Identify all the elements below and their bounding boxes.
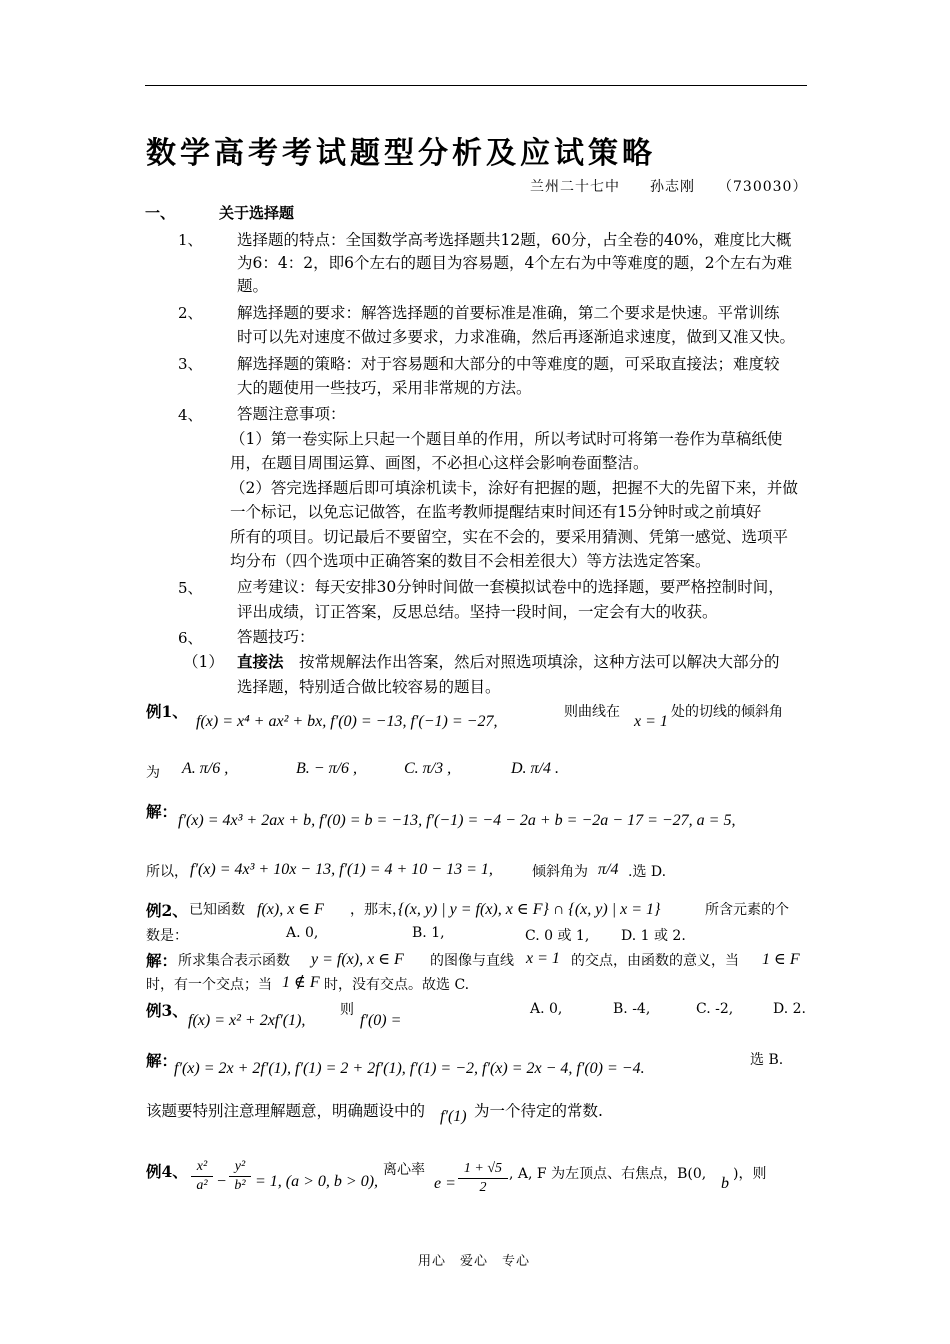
formula: π/4 <box>598 861 619 878</box>
solution-label: 解： <box>146 951 178 970</box>
option-b: B. -4, <box>613 1001 651 1017</box>
item-line: 解选择题的要求：解答选择题的首要标准是准确，第二个要求是快速。平常训练 <box>237 304 780 322</box>
fraction-denominator: a² <box>196 1178 208 1193</box>
fraction-numerator: x² <box>196 1159 208 1174</box>
option-c: C. -2, <box>696 1001 734 1017</box>
page-footer: 用心 爱心 专心 <box>418 1254 531 1269</box>
formula: f′(0) = <box>360 1012 402 1029</box>
item-number: 3、 <box>178 355 203 373</box>
technique-number: （1） <box>183 653 224 671</box>
option-c: C. 0 或 1, <box>525 928 590 944</box>
formula: f(x), x ∈ F <box>257 901 324 918</box>
page-title: 数学高考考试题型分析及应试策略 <box>146 136 656 171</box>
item-number: 6、 <box>178 629 203 647</box>
formula: 1 ∉ F <box>282 974 320 991</box>
note-line: 所有的项目。切记最后不要留空，实在不会的，要采用猜测、凭第一感觉、选项平 <box>230 528 789 546</box>
item-line: 选择题的特点：全国数学高考选择题共12题，60分，占全卷的40%，难度比大概 <box>237 231 792 249</box>
option-d: D. 2. <box>773 1001 806 1017</box>
example-text: 为 <box>146 765 160 781</box>
example-label: 例1、 <box>146 702 188 721</box>
example-text: 所以， <box>146 864 188 880</box>
example-text: )，则 <box>733 1166 767 1182</box>
item-line: 时可以先对速度不做过多要求，力求准确，然后再逐渐追求速度，做到又准又快。 <box>237 328 796 346</box>
option-a: A. π/6 , <box>182 760 229 777</box>
formula: y = f(x), x ∈ F <box>311 951 404 968</box>
option-c: C. π/3 , <box>404 760 452 777</box>
option-d: D. π/4 . <box>511 760 560 777</box>
item-number: 4、 <box>178 406 203 424</box>
solution-label: 解： <box>146 802 178 821</box>
option-b: B. 1, <box>412 925 445 941</box>
note-line: 用，在题目周围运算、画图，不必担心这样会影响卷面整洁。 <box>230 454 649 472</box>
formula: f′(x) = 4x³ + 10x − 13, f′(1) = 4 + 10 − 13 = 1, <box>190 861 493 878</box>
example-text: 所求集合表示函数 <box>178 953 290 969</box>
example-text: ，那末， <box>350 902 406 918</box>
example-text: 的交点，由函数的意义，当 <box>571 953 739 969</box>
example-label: 例2、 <box>146 901 188 920</box>
formula: 1 ∈ F <box>762 951 800 968</box>
formula: b <box>721 1175 729 1192</box>
fraction-eccentricity <box>458 1160 508 1197</box>
header-rule <box>145 85 807 86</box>
section-title: 关于选择题 <box>219 204 295 222</box>
formula: x = 1 <box>634 713 668 730</box>
formula: f(x) = x² + 2xf′(1), <box>188 1012 306 1029</box>
item-line: 答题技巧： <box>237 628 315 646</box>
technique-name: 直接法 <box>237 652 284 671</box>
item-line: 评出成绩，订正答案，反思总结。坚持一段时间，一定会有大的收获。 <box>237 603 718 621</box>
fraction-denominator: b² <box>234 1178 246 1193</box>
item-line: 解选择题的策略：对于容易题和大部分的中等难度的题，可采取直接法；难度较 <box>237 355 780 373</box>
author-line: 兰州二十七中 孙志刚 （730030） <box>530 179 808 195</box>
formula: f′(x) = 2x + 2f′(1), f′(1) = 2 + 2f′(1), f′(1) = −2, f′(x) = 2x − 4, f′(0) = −4. <box>174 1060 645 1077</box>
section-number: 一、 <box>145 204 176 222</box>
minus-sign: − <box>216 1173 227 1190</box>
example-text: 时，没有交点。故选 C. <box>324 977 470 993</box>
fraction-x-over-a <box>191 1158 213 1195</box>
item-number: 2、 <box>178 304 203 322</box>
example-text: 倾斜角为 <box>532 864 588 880</box>
note-line: 该题要特别注意理解题意，明确题设中的 <box>146 1102 426 1120</box>
option-d: D. 1 或 2. <box>621 928 686 944</box>
option-b: B. − π/6 , <box>296 760 358 777</box>
fraction-denominator: 2 <box>479 1180 487 1195</box>
formula: = 1, (a > 0, b > 0), <box>255 1173 379 1190</box>
example-text: 则曲线在 <box>564 704 620 720</box>
item-number: 5、 <box>178 579 203 597</box>
example-text: 的图像与直线 <box>430 953 514 969</box>
example-text: 已知函数 <box>189 902 245 918</box>
fraction-y-over-b <box>229 1158 251 1195</box>
item-number: 1、 <box>178 231 203 249</box>
formula: x = 1 <box>526 950 560 967</box>
formula: f′(x) = 4x³ + 2ax + b, f′(0) = b = −13, f′(−1) = −4 − 2a + b = −2a − 17 = −27, a = 5, <box>178 812 736 829</box>
formula: {(x, y) | y = f(x), x ∈ F} ∩ {(x, y) | x = 1} <box>398 901 661 918</box>
solution-label: 解： <box>146 1051 178 1070</box>
item-line: 题。 <box>237 277 269 295</box>
example-text: 时，有一个交点；当 <box>146 977 272 993</box>
technique-line: 选择题，特别适合做比较容易的题目。 <box>237 678 501 696</box>
option-a: A. 0, <box>530 1001 563 1017</box>
example-text: 数是： <box>146 928 188 944</box>
fraction-numerator: y² <box>234 1159 246 1174</box>
item-line: 应考建议：每天安排30分钟时间做一套模拟试卷中的选择题，要严格控制时间， <box>237 578 784 596</box>
example-text: 则 <box>340 1002 354 1018</box>
note-line: （1）第一卷实际上只起一个题目单的作用，所以考试时可将第一卷作为草稿纸使 <box>230 430 783 448</box>
note-line: 为一个待定的常数. <box>474 1102 603 1120</box>
fraction-numerator: 1 + √5 <box>463 1161 503 1176</box>
example-text: 选 B. <box>750 1052 784 1068</box>
note-line: 均分布（四个选项中正确答案的数目不会相差很大）等方法选定答案。 <box>230 552 711 570</box>
item-line: 为6：4：2，即6个左右的题目为容易题，4个左右为中等难度的题，2个左右为难 <box>237 254 793 272</box>
note-line: 一个标记，以免忘记做答，在监考教师提醒结束时间还有15分钟时或之前填好 <box>230 503 762 521</box>
technique-line: 按常规解法作出答案，然后对照选项填涂，这种方法可以解决大部分的 <box>299 653 780 671</box>
example-label: 例3、 <box>146 1001 188 1020</box>
example-text: 离心率 <box>383 1162 425 1178</box>
example-text: .选 D. <box>628 864 667 880</box>
formula: f(x) = x⁴ + ax² + bx, f′(0) = −13, f′(−1) = −27, <box>196 713 498 730</box>
item-line: 大的题使用一些技巧，采用非常规的方法。 <box>237 379 532 397</box>
formula: f′(1) <box>440 1108 467 1125</box>
example-label: 例4、 <box>146 1162 188 1181</box>
example-text: , A, F 为左顶点、右焦点，B(0, <box>509 1166 707 1182</box>
example-text: 所含元素的个 <box>705 902 789 918</box>
example-text: 处的切线的倾斜角 <box>671 704 783 720</box>
item-line: 答题注意事项： <box>237 405 346 423</box>
section-heading <box>145 202 294 223</box>
formula: e = <box>434 1175 456 1192</box>
option-a: A. 0, <box>286 925 319 941</box>
note-line: （2）答完选择题后即可填涂机读卡，涂好有把握的题，把握不大的先留下来，并做 <box>230 479 798 497</box>
